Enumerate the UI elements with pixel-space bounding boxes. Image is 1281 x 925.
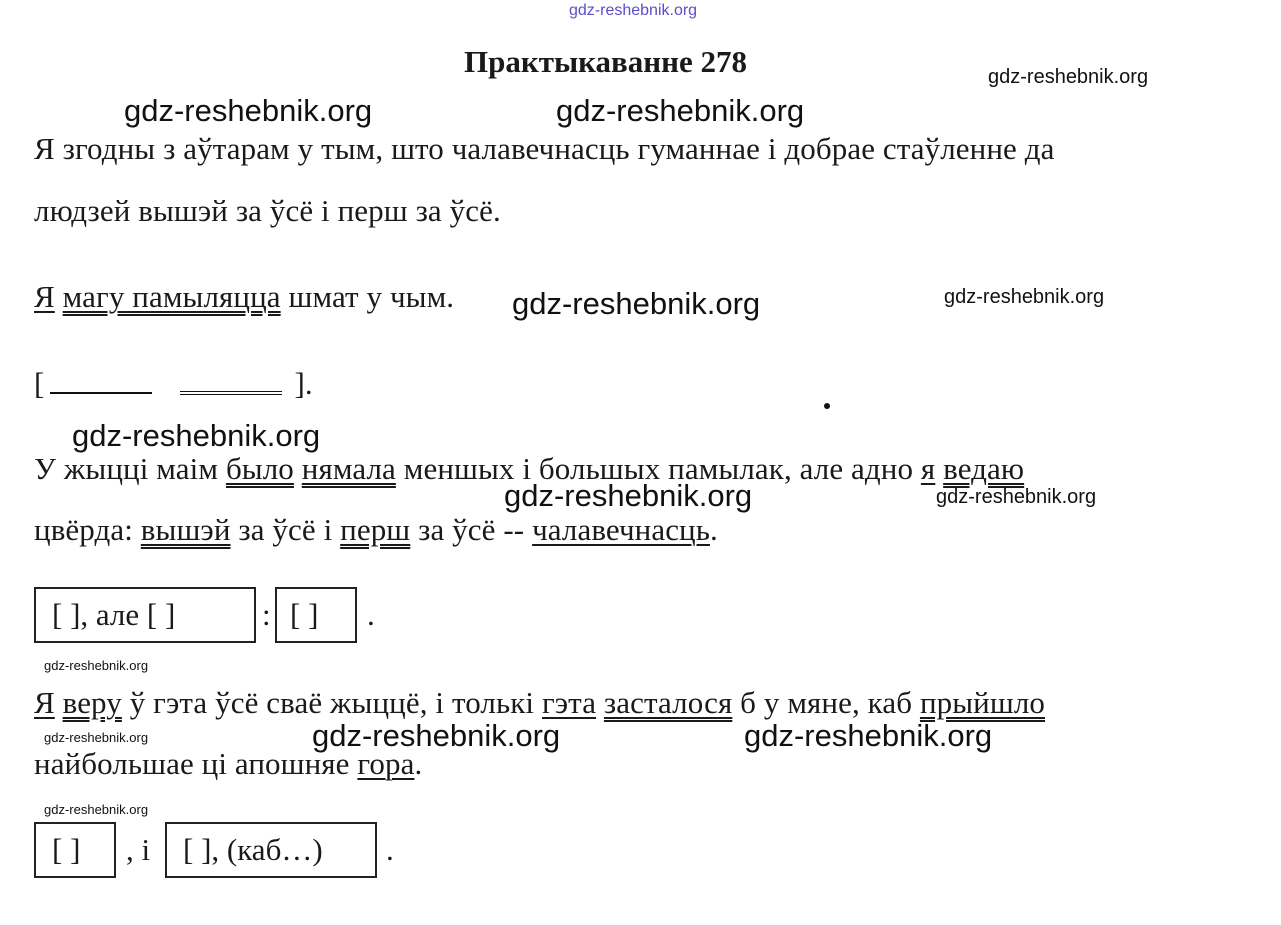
bracket-open: [	[34, 366, 45, 401]
subject-word: чалавечнасць	[532, 512, 710, 547]
watermark: gdz-reshebnik.org	[312, 718, 561, 753]
watermark: gdz-reshebnik.org	[44, 658, 149, 673]
watermark: gdz-reshebnik.org	[44, 802, 149, 817]
predicate-dash	[180, 391, 282, 395]
watermark: gdz-reshebnik.org	[124, 93, 373, 128]
scheme-part: [ ]	[290, 597, 319, 632]
predicate-word: вышэй	[140, 512, 231, 547]
scheme-conjunction: , і	[126, 832, 151, 867]
predicate-word: веру	[62, 685, 122, 720]
subject-word: Я	[34, 685, 55, 720]
paragraph-line: Я веру ў гэта ўсё сваё жыццё, і толькі гэта засталося б у мяне, каб прыйшло	[34, 685, 1045, 720]
paragraph-line: людзей вышэй за ўсё і перш за ўсё.	[34, 193, 501, 228]
watermark: gdz-reshebnik.org	[944, 286, 1105, 308]
watermark-top: gdz-reshebnik.org	[569, 2, 698, 19]
predicate-word: магу памыляцца	[62, 279, 281, 314]
watermark: gdz-reshebnik.org	[44, 730, 149, 745]
predicate-word: ведаю	[943, 451, 1025, 486]
watermark: gdz-reshebnik.org	[72, 418, 321, 453]
watermark: gdz-reshebnik.org	[556, 93, 805, 128]
scheme-end: .	[386, 832, 394, 867]
predicate-word: прыйшло	[919, 685, 1045, 720]
subject-word: Я	[34, 279, 55, 314]
watermark: gdz-reshebnik.org	[504, 478, 753, 513]
scheme-part: [ ], але [ ]	[52, 597, 176, 632]
bracket-close: ].	[294, 366, 313, 401]
scheme-end: .	[367, 597, 375, 632]
paragraph-line: Я згодны з аўтарам у тым, што чалавечнасць гуманнае і добрае стаўленне да	[34, 131, 1055, 166]
predicate-word: нямала	[301, 451, 396, 486]
subject-dash	[50, 392, 152, 394]
stray-dot	[824, 403, 830, 409]
page-title: Практыкаванне 278	[464, 44, 748, 79]
subject-word: гора	[357, 746, 415, 781]
paragraph-line: У жыцці маім было нямала меншых і большых памылак, але адно я ведаю	[34, 451, 1025, 486]
paragraph-line: найбольшае ці апошняе гора.	[34, 746, 423, 781]
watermark: gdz-reshebnik.org	[988, 66, 1149, 88]
watermark: gdz-reshebnik.org	[512, 286, 761, 321]
watermark: gdz-reshebnik.org	[744, 718, 993, 753]
subject-word: гэта	[541, 685, 597, 720]
scheme-part: [ ], (каб…)	[183, 832, 323, 867]
scheme-part: [ ]	[52, 832, 81, 867]
watermark: gdz-reshebnik.org	[936, 486, 1097, 508]
predicate-word: перш	[340, 512, 411, 547]
sentence-line	[34, 279, 454, 315]
paragraph-line: цвёрда: вышэй за ўсё і перш за ўсё -- чалавечнасць.	[34, 512, 718, 547]
subject-word: я	[920, 451, 936, 486]
predicate-word: засталося	[603, 685, 733, 720]
plain-text: шмат у чым.	[280, 279, 455, 314]
sentence-scheme	[34, 366, 313, 402]
scheme-colon: :	[262, 597, 271, 632]
predicate-word: было	[225, 451, 294, 486]
